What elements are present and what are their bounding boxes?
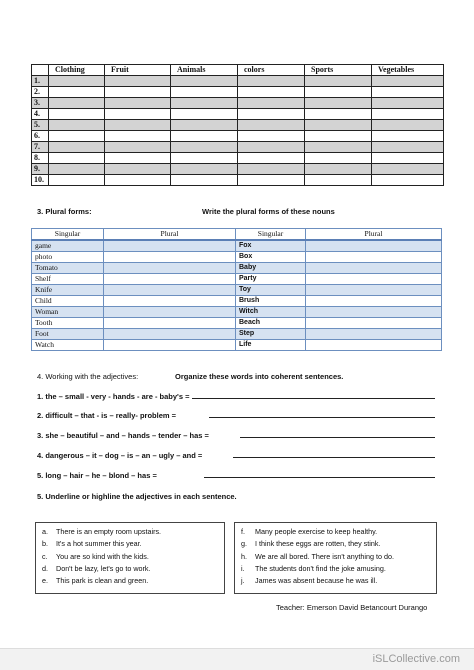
answer-cell[interactable] <box>238 120 305 131</box>
singular-noun: Party <box>236 274 306 285</box>
singular-noun: Baby <box>236 263 306 274</box>
header-colors: colors <box>238 65 305 76</box>
singular-noun: Witch <box>236 307 306 318</box>
singular-noun: Child <box>32 296 104 307</box>
sentences-box-left <box>35 522 225 594</box>
sentence-item-1: 1. the – small - very - hands - are - baby's = <box>37 392 190 401</box>
plural-answer-cell[interactable] <box>104 318 236 329</box>
answer-cell[interactable] <box>238 98 305 109</box>
sentence-text[interactable]: The students don't find the joke amusing. <box>255 563 386 573</box>
row-number: 7. <box>32 142 49 153</box>
header-cell <box>32 65 49 76</box>
teacher-credit: Teacher: Emerson David Betancourt Durango <box>276 603 428 612</box>
plural-answer-cell[interactable] <box>104 285 236 296</box>
answer-cell[interactable] <box>49 131 105 142</box>
sentences-box-right <box>234 522 437 594</box>
header-plural: Plural <box>104 229 236 241</box>
answer-cell[interactable] <box>238 76 305 87</box>
answer-cell[interactable] <box>49 164 105 175</box>
table-row <box>32 263 442 274</box>
list-item <box>42 551 218 563</box>
answer-cell[interactable] <box>171 76 238 87</box>
row-number: 10. <box>32 175 49 186</box>
table-row <box>32 98 444 109</box>
row-number: 3. <box>32 98 49 109</box>
sentence-text[interactable]: James was absent because he was ill. <box>255 576 378 586</box>
answer-cell[interactable] <box>372 164 444 175</box>
table-row <box>32 274 442 285</box>
answer-cell[interactable] <box>372 131 444 142</box>
table-row <box>32 307 442 318</box>
answer-cell[interactable] <box>171 142 238 153</box>
sentence-item-2: 2. difficult – that - is – really- problem = <box>37 411 176 420</box>
header-fruit: Fruit <box>105 65 171 76</box>
answer-cell[interactable] <box>49 109 105 120</box>
answer-cell[interactable] <box>49 120 105 131</box>
answer-cell[interactable] <box>105 175 171 186</box>
row-number: 9. <box>32 164 49 175</box>
plural-answer-cell[interactable] <box>306 274 442 285</box>
answer-cell[interactable] <box>305 76 372 87</box>
table-row <box>32 87 444 98</box>
answer-cell[interactable] <box>238 87 305 98</box>
answer-cell[interactable] <box>238 131 305 142</box>
singular-noun: Life <box>236 340 306 351</box>
answer-cell[interactable] <box>372 87 444 98</box>
sentence-text[interactable]: This park is clean and green. <box>56 576 149 586</box>
table-row <box>32 340 442 351</box>
table-row <box>32 296 442 307</box>
singular-noun: Tooth <box>32 318 104 329</box>
sentence-text[interactable]: It's a hot summer this year. <box>56 539 142 549</box>
header-vegetables: Vegetables <box>372 65 444 76</box>
table-row <box>32 153 444 164</box>
header-plural: Plural <box>306 229 442 241</box>
answer-cell[interactable] <box>171 175 238 186</box>
site-footer <box>0 648 474 670</box>
plural-answer-cell[interactable] <box>104 307 236 318</box>
answer-cell[interactable] <box>372 153 444 164</box>
answer-cell[interactable] <box>171 98 238 109</box>
answer-line[interactable] <box>233 450 435 458</box>
answer-cell[interactable] <box>105 164 171 175</box>
plural-answer-cell[interactable] <box>306 296 442 307</box>
singular-noun: Fox <box>236 240 306 252</box>
section-3-instruction: Write the plural forms of these nouns <box>202 207 335 216</box>
answer-cell[interactable] <box>372 142 444 153</box>
list-item <box>241 526 430 538</box>
answer-cell[interactable] <box>49 142 105 153</box>
answer-cell[interactable] <box>171 109 238 120</box>
list-item <box>241 538 430 550</box>
answer-cell[interactable] <box>238 109 305 120</box>
list-item <box>42 563 218 575</box>
site-brand[interactable]: iSLCollective.com <box>372 653 460 665</box>
plural-forms-table <box>31 228 442 351</box>
item-letter: b. <box>42 539 48 549</box>
table-row <box>32 76 444 87</box>
table-row <box>32 318 442 329</box>
item-letter: i. <box>241 563 245 573</box>
singular-noun: Toy <box>236 285 306 296</box>
header-clothing: Clothing <box>49 65 105 76</box>
sentence-text[interactable]: Many people exercise to keep healthy. <box>255 527 378 536</box>
table-row <box>32 131 444 142</box>
plural-answer-cell[interactable] <box>104 296 236 307</box>
answer-line[interactable] <box>204 470 435 478</box>
item-letter: f. <box>241 527 245 536</box>
answer-cell[interactable] <box>105 120 171 131</box>
list-item <box>241 575 430 587</box>
answer-cell[interactable] <box>372 76 444 87</box>
answer-cell[interactable] <box>305 175 372 186</box>
item-letter: a. <box>42 527 48 536</box>
plural-answer-cell[interactable] <box>306 340 442 351</box>
row-number: 2. <box>32 87 49 98</box>
sentence-item-4: 4. dangerous – it – dog – is – an – ugly – and = <box>37 451 203 460</box>
answer-line[interactable] <box>192 391 435 399</box>
answer-cell[interactable] <box>49 87 105 98</box>
answer-cell[interactable] <box>305 153 372 164</box>
answer-cell[interactable] <box>105 109 171 120</box>
plural-answer-cell[interactable] <box>306 318 442 329</box>
categories-header-row <box>32 65 444 76</box>
header-singular: Singular <box>236 229 306 241</box>
answer-cell[interactable] <box>171 153 238 164</box>
answer-cell[interactable] <box>238 164 305 175</box>
table-row <box>32 252 442 263</box>
sentence-text[interactable]: We are all bored. There isn't anything to do. <box>255 551 394 561</box>
table-row <box>32 285 442 296</box>
singular-noun: Woman <box>32 307 104 318</box>
plural-answer-cell[interactable] <box>306 252 442 263</box>
answer-cell[interactable] <box>49 175 105 186</box>
row-number: 4. <box>32 109 49 120</box>
plural-answer-cell[interactable] <box>306 263 442 274</box>
singular-noun: Knife <box>32 285 104 296</box>
answer-cell[interactable] <box>238 142 305 153</box>
row-number: 6. <box>32 131 49 142</box>
plural-answer-cell[interactable] <box>306 329 442 340</box>
section-4-instruction: Organize these words into coherent sentences. <box>175 372 344 381</box>
item-letter: g. <box>241 539 247 549</box>
answer-line[interactable] <box>209 410 435 418</box>
answer-cell[interactable] <box>105 98 171 109</box>
plural-header-row <box>32 229 442 241</box>
plural-answer-cell[interactable] <box>104 329 236 340</box>
table-row <box>32 329 442 340</box>
singular-noun: game <box>32 240 104 252</box>
answer-cell[interactable] <box>305 131 372 142</box>
answer-cell[interactable] <box>238 175 305 186</box>
sentence-text[interactable]: Don't be lazy, let's go to work. <box>56 563 151 573</box>
row-number: 5. <box>32 120 49 131</box>
singular-noun: Tomato <box>32 263 104 274</box>
answer-cell[interactable] <box>171 131 238 142</box>
sentence-text[interactable]: There is an empty room upstairs. <box>56 527 162 536</box>
answer-cell[interactable] <box>305 120 372 131</box>
plural-answer-cell[interactable] <box>104 252 236 263</box>
row-number: 8. <box>32 153 49 164</box>
table-row <box>32 142 444 153</box>
plural-answer-cell[interactable] <box>104 240 236 252</box>
sentence-text[interactable]: You are so kind with the kids. <box>56 551 149 561</box>
item-letter: c. <box>42 551 48 561</box>
singular-noun: Shelf <box>32 274 104 285</box>
section-4-label: 4. Working with the adjectives: <box>37 372 139 381</box>
plural-answer-cell[interactable] <box>306 240 442 252</box>
answer-cell[interactable] <box>105 142 171 153</box>
singular-noun: Step <box>236 329 306 340</box>
list-item <box>42 526 218 538</box>
singular-noun: Watch <box>32 340 104 351</box>
singular-noun: Brush <box>236 296 306 307</box>
answer-cell[interactable] <box>171 87 238 98</box>
singular-noun: Foot <box>32 329 104 340</box>
table-row <box>32 120 444 131</box>
plural-answer-cell[interactable] <box>104 274 236 285</box>
plural-answer-cell[interactable] <box>306 285 442 296</box>
table-row <box>32 109 444 120</box>
answer-cell[interactable] <box>372 175 444 186</box>
plural-answer-cell[interactable] <box>104 340 236 351</box>
answer-cell[interactable] <box>105 131 171 142</box>
header-singular: Singular <box>32 229 104 241</box>
answer-cell[interactable] <box>305 109 372 120</box>
answer-cell[interactable] <box>49 153 105 164</box>
table-row <box>32 175 444 186</box>
answer-cell[interactable] <box>238 153 305 164</box>
list-item <box>42 575 218 587</box>
singular-noun: photo <box>32 252 104 263</box>
answer-cell[interactable] <box>105 153 171 164</box>
answer-cell[interactable] <box>305 142 372 153</box>
item-letter: e. <box>42 576 48 586</box>
answer-cell[interactable] <box>305 87 372 98</box>
header-animals: Animals <box>171 65 238 76</box>
answer-cell[interactable] <box>305 98 372 109</box>
item-letter: d. <box>42 563 48 573</box>
answer-cell[interactable] <box>49 98 105 109</box>
plural-answer-cell[interactable] <box>104 263 236 274</box>
answer-cell[interactable] <box>171 164 238 175</box>
section-3-label: 3. Plural forms: <box>37 207 92 216</box>
item-letter: h. <box>241 551 247 561</box>
item-letter: j. <box>241 576 245 586</box>
singular-noun: Beach <box>236 318 306 329</box>
answer-cell[interactable] <box>372 109 444 120</box>
section-5-label: 5. Underline or highline the adjectives in each sentence. <box>37 492 237 501</box>
answer-cell[interactable] <box>171 120 238 131</box>
table-row <box>32 164 444 175</box>
answer-cell[interactable] <box>49 76 105 87</box>
answer-cell[interactable] <box>305 164 372 175</box>
sentence-item-3: 3. she – beautiful – and – hands – tender – has = <box>37 431 209 440</box>
list-item <box>241 551 430 563</box>
categories-table <box>31 64 444 186</box>
header-sports: Sports <box>305 65 372 76</box>
list-item <box>42 538 218 550</box>
table-row <box>32 240 442 252</box>
row-number: 1. <box>32 76 49 87</box>
answer-cell[interactable] <box>105 87 171 98</box>
answer-cell[interactable] <box>372 120 444 131</box>
answer-cell[interactable] <box>105 76 171 87</box>
sentence-item-5: 5. long – hair – he – blond – has = <box>37 471 157 480</box>
answer-line[interactable] <box>240 430 435 438</box>
list-item <box>241 563 430 575</box>
sentence-text[interactable]: I think these eggs are rotten, they stink. <box>255 539 381 549</box>
answer-cell[interactable] <box>372 98 444 109</box>
singular-noun: Box <box>236 252 306 263</box>
plural-answer-cell[interactable] <box>306 307 442 318</box>
